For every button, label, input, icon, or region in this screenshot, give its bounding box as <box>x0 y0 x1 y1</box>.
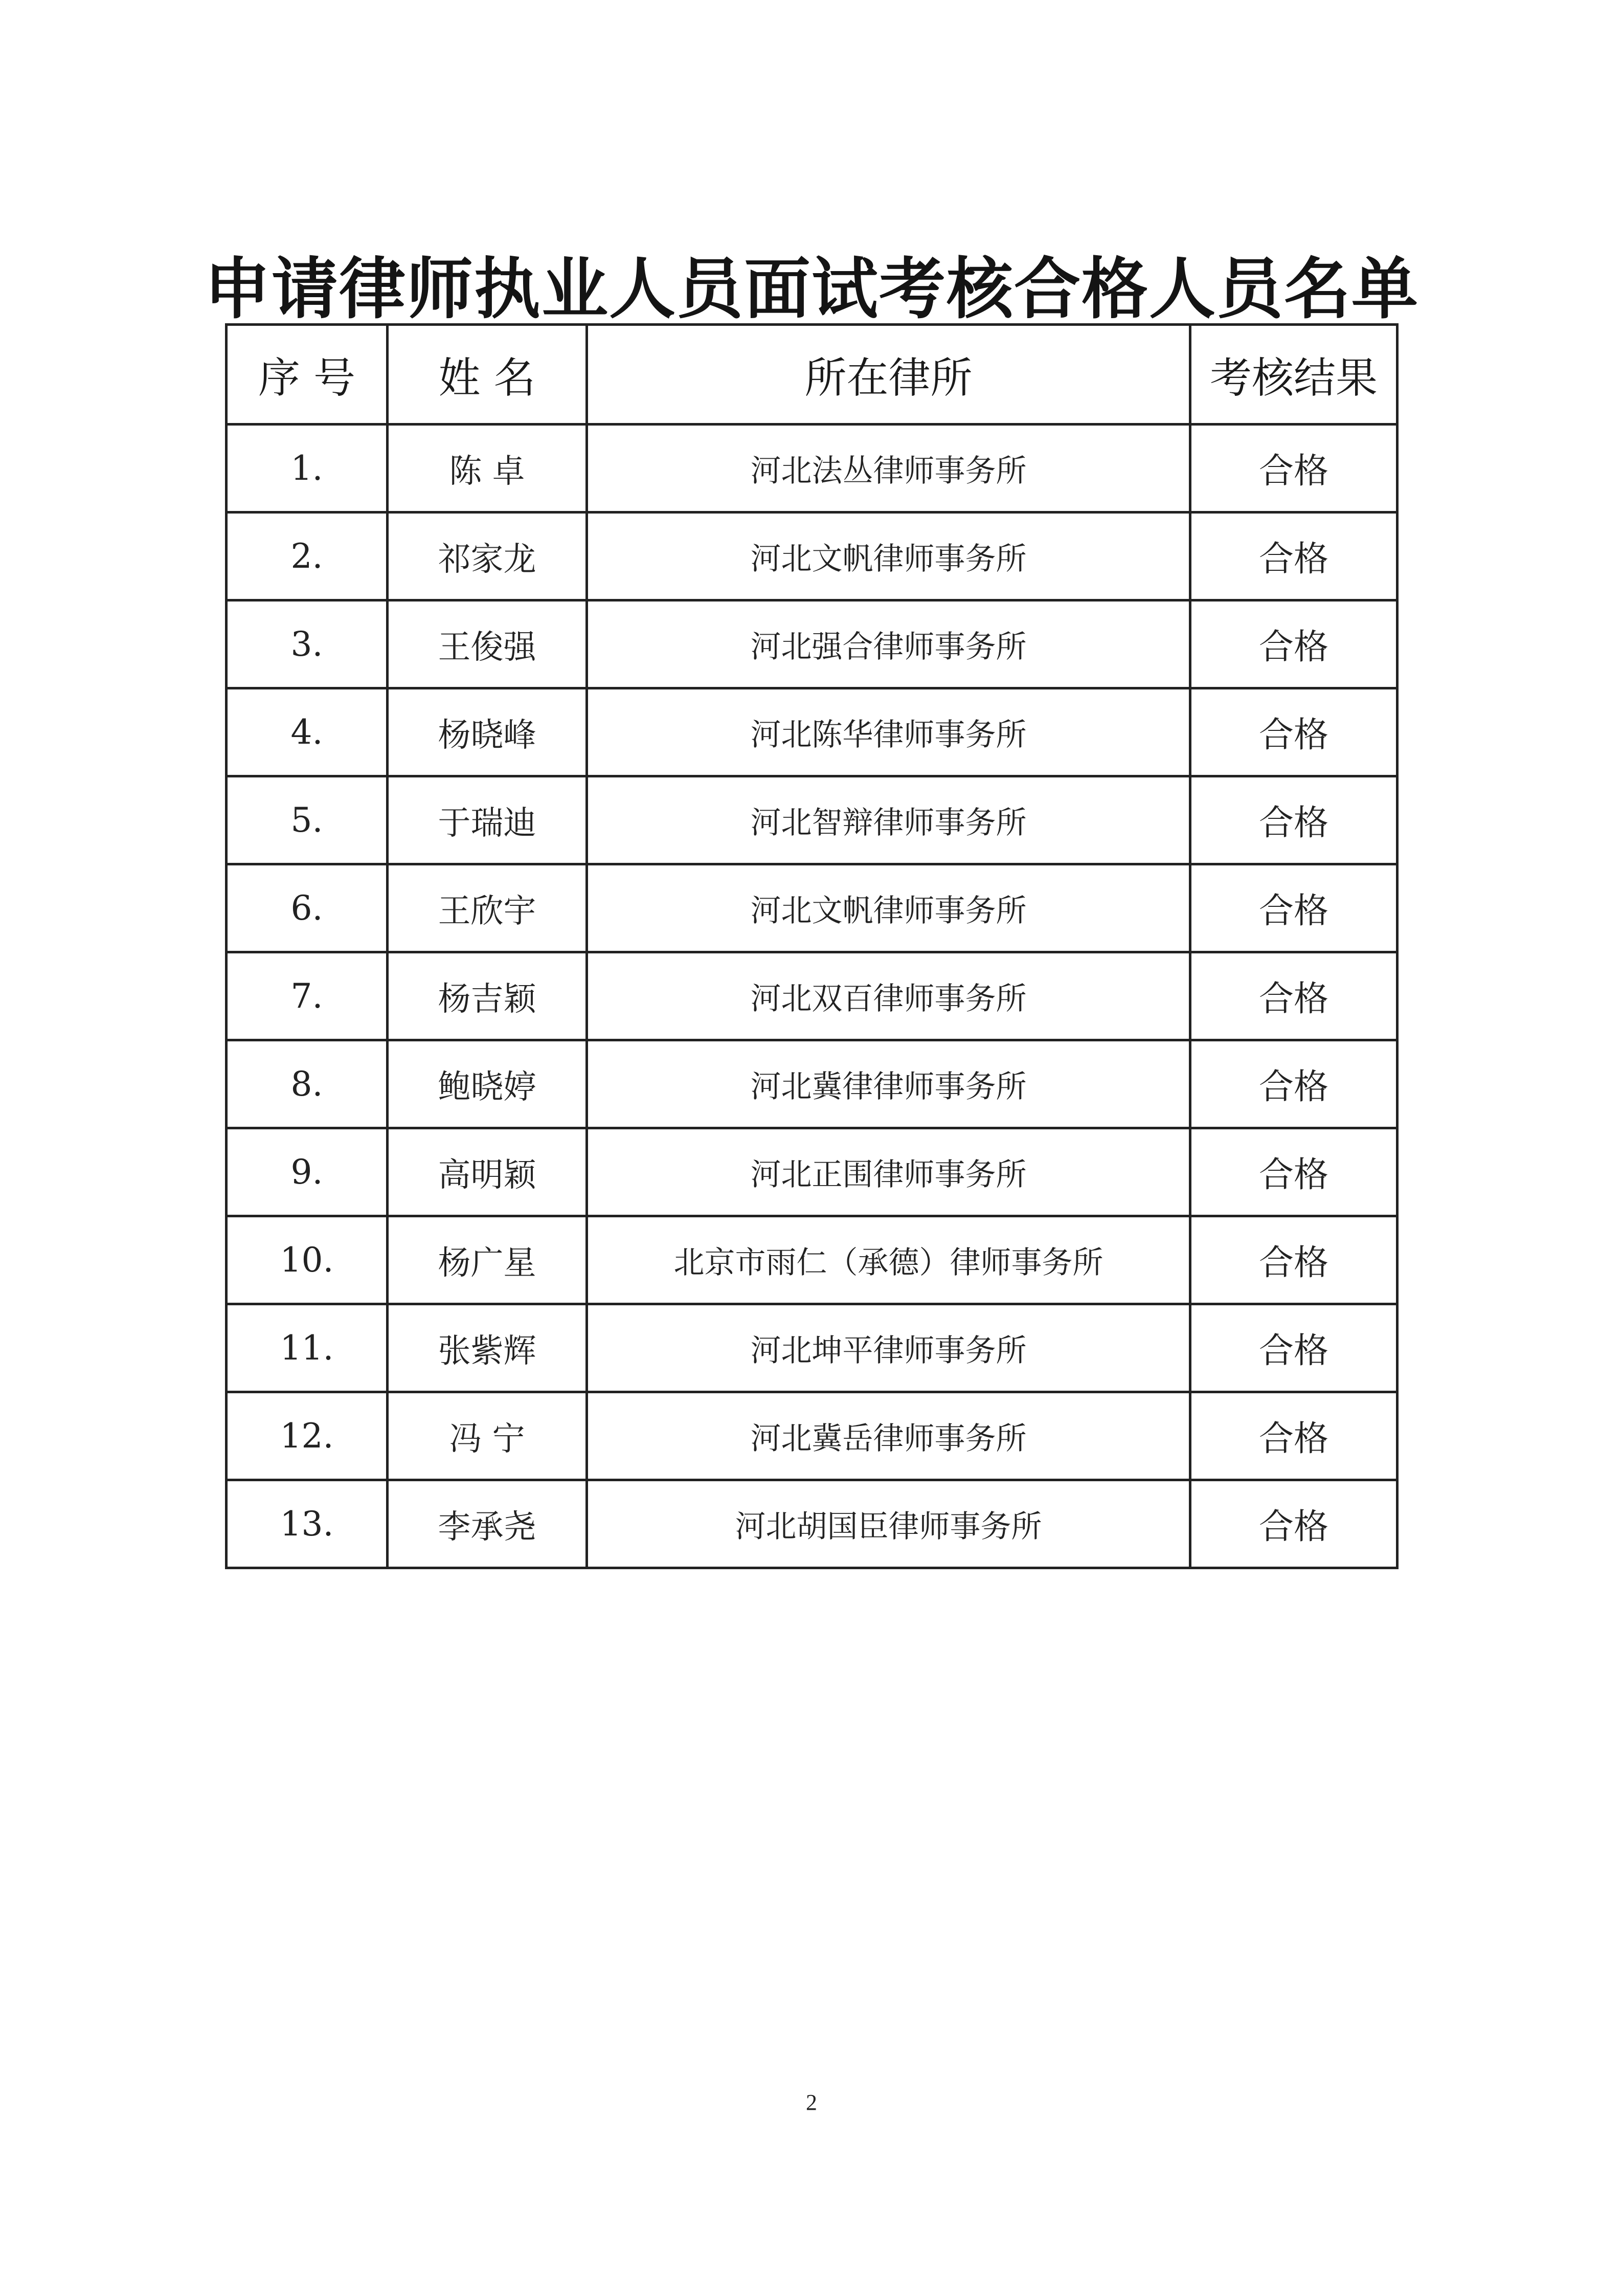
law-firm-cell: 河北冀岳律师事务所 <box>587 1392 1190 1480</box>
table-row <box>227 688 1397 776</box>
law-firm-cell: 河北文帆律师事务所 <box>587 864 1190 952</box>
serial-number-cell: 3. <box>227 600 388 688</box>
result-cell: 合格 <box>1190 688 1397 776</box>
name-cell: 杨吉颖 <box>388 952 587 1040</box>
law-firm-cell: 河北坤平律师事务所 <box>587 1304 1190 1392</box>
law-firm-cell: 河北陈华律师事务所 <box>587 688 1190 776</box>
name-cell: 杨广星 <box>388 1216 587 1304</box>
law-firm-cell: 河北冀律律师事务所 <box>587 1040 1190 1128</box>
law-firm-cell: 河北胡国臣律师事务所 <box>587 1480 1190 1568</box>
table-row <box>227 1304 1397 1392</box>
law-firm-cell: 河北双百律师事务所 <box>587 952 1190 1040</box>
law-firm-cell: 河北正围律师事务所 <box>587 1128 1190 1216</box>
page-title: 申请律师执业人员面试考核合格人员名单 <box>204 250 1419 328</box>
table-row <box>227 1392 1397 1480</box>
name-cell: 王俊强 <box>388 600 587 688</box>
result-cell: 合格 <box>1190 512 1397 600</box>
table-header-row <box>227 325 1397 425</box>
table-row <box>227 512 1397 600</box>
result-cell: 合格 <box>1190 425 1397 512</box>
result-cell: 合格 <box>1190 1128 1397 1216</box>
table-row <box>227 600 1397 688</box>
table-row <box>227 776 1397 864</box>
serial-number-cell: 1. <box>227 425 388 512</box>
name-cell: 于瑞迪 <box>388 776 587 864</box>
name-cell: 冯 宁 <box>388 1392 587 1480</box>
result-cell: 合格 <box>1190 776 1397 864</box>
table-row <box>227 1480 1397 1568</box>
result-cell: 合格 <box>1190 1304 1397 1392</box>
name-cell: 祁家龙 <box>388 512 587 600</box>
table-row <box>227 1040 1397 1128</box>
header-assessment-result: 考核结果 <box>1190 325 1397 425</box>
law-firm-cell: 河北强合律师事务所 <box>587 600 1190 688</box>
serial-number-cell: 7. <box>227 952 388 1040</box>
law-firm-cell: 河北文帆律师事务所 <box>587 512 1190 600</box>
name-cell: 王欣宇 <box>388 864 587 952</box>
serial-number-cell: 12. <box>227 1392 388 1480</box>
result-cell: 合格 <box>1190 600 1397 688</box>
serial-number-cell: 6. <box>227 864 388 952</box>
serial-number-cell: 5. <box>227 776 388 864</box>
name-cell: 陈 卓 <box>388 425 587 512</box>
serial-number-cell: 11. <box>227 1304 388 1392</box>
name-cell: 李承尧 <box>388 1480 587 1568</box>
page-number: 2 <box>806 2090 817 2115</box>
law-firm-cell: 河北智辩律师事务所 <box>587 776 1190 864</box>
table-row <box>227 864 1397 952</box>
header-law-firm: 所在律所 <box>587 325 1190 425</box>
result-cell: 合格 <box>1190 1480 1397 1568</box>
header-serial-number: 序 号 <box>227 325 388 425</box>
table-row <box>227 425 1397 512</box>
table-row <box>227 952 1397 1040</box>
name-cell: 高明颖 <box>388 1128 587 1216</box>
qualified-personnel-table <box>225 323 1399 1569</box>
header-name: 姓 名 <box>388 325 587 425</box>
result-cell: 合格 <box>1190 1392 1397 1480</box>
serial-number-cell: 4. <box>227 688 388 776</box>
table-row <box>227 1216 1397 1304</box>
serial-number-cell: 9. <box>227 1128 388 1216</box>
result-cell: 合格 <box>1190 952 1397 1040</box>
name-cell: 杨晓峰 <box>388 688 587 776</box>
name-cell: 鲍晓婷 <box>388 1040 587 1128</box>
result-cell: 合格 <box>1190 864 1397 952</box>
serial-number-cell: 8. <box>227 1040 388 1128</box>
law-firm-cell: 河北法丛律师事务所 <box>587 425 1190 512</box>
serial-number-cell: 13. <box>227 1480 388 1568</box>
result-cell: 合格 <box>1190 1216 1397 1304</box>
name-cell: 张紫辉 <box>388 1304 587 1392</box>
serial-number-cell: 10. <box>227 1216 388 1304</box>
table-row <box>227 1128 1397 1216</box>
law-firm-cell: 北京市雨仁（承德）律师事务所 <box>587 1216 1190 1304</box>
serial-number-cell: 2. <box>227 512 388 600</box>
result-cell: 合格 <box>1190 1040 1397 1128</box>
